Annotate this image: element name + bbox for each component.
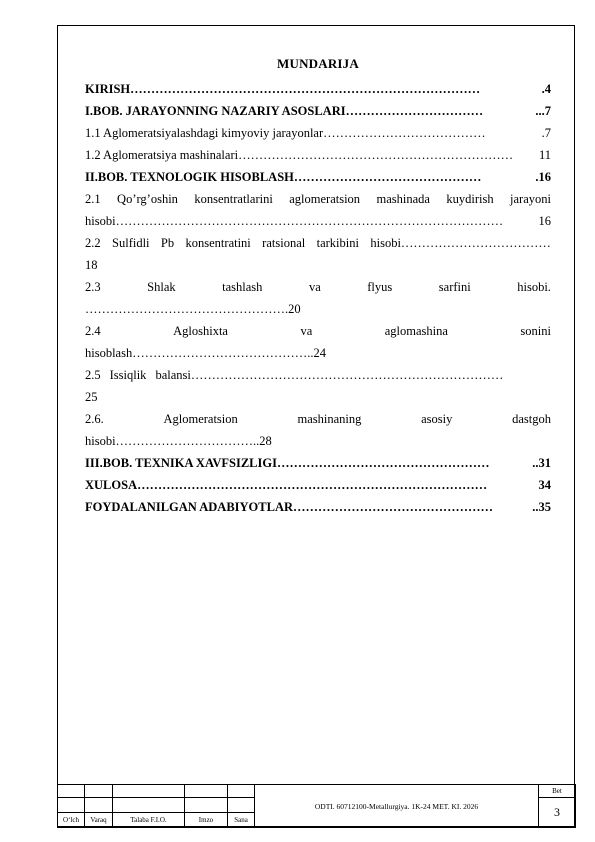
toc-word: aglomashina <box>384 324 448 338</box>
col-olch: O‘lch <box>58 813 85 828</box>
toc-entry-adabiyotlar <box>85 496 551 518</box>
col-sana: Sana <box>228 813 255 828</box>
toc-line <box>85 320 551 342</box>
toc-word: ratsional <box>262 236 306 250</box>
stamp-cell <box>85 785 113 798</box>
toc-word: hisobi <box>370 236 401 250</box>
toc-word: va <box>300 324 313 338</box>
toc-dots: ………………………………………………………………………… <box>137 478 488 492</box>
toc-label: KIRISH <box>85 82 131 96</box>
title-block-stamp <box>57 784 575 827</box>
toc-entry-1-2 <box>85 144 551 166</box>
toc-label: III.BOB. TEXNIKA XAVFSIZLIGI <box>85 456 277 470</box>
toc-word: asosiy <box>421 412 453 426</box>
toc-word: 2.3 <box>85 280 101 294</box>
stamp-cell <box>58 785 85 798</box>
toc-word: tarkibini <box>316 236 359 250</box>
toc-dots: ………………………………………………………… <box>238 148 514 162</box>
toc-word: konsentratini <box>185 236 251 250</box>
toc-entry-kirish <box>85 78 551 100</box>
toc-label: XULOSA <box>85 478 138 492</box>
toc-word: konsentratlarini <box>194 192 273 206</box>
col-varaq: Varaq <box>85 813 113 828</box>
toc-entry-bob1 <box>85 100 551 122</box>
stamp-cell <box>85 798 113 813</box>
toc-label: 1.2 Aglomeratsiya mashinalari <box>85 148 239 162</box>
toc-page: 34 <box>538 478 551 492</box>
toc-page: ...7 <box>535 104 551 118</box>
toc-word: 2.6. <box>85 412 104 426</box>
stamp-cell <box>113 798 185 813</box>
toc-dots: ………………………………………………………………… <box>190 368 504 382</box>
toc-page: .16 <box>535 170 551 184</box>
toc-line: hisobi……………………………..28 <box>85 434 272 448</box>
toc-word: sonini <box>520 324 551 338</box>
toc-page: 18 <box>85 258 98 272</box>
toc-dots: ……………………………………… <box>293 170 482 184</box>
toc-label: hisobi <box>85 214 116 228</box>
toc-word: va <box>308 280 321 294</box>
toc-dots: …………………………………………… <box>276 456 490 470</box>
toc-entry-2-2 <box>85 232 551 276</box>
toc-entry-2-4 <box>85 320 551 364</box>
toc-dots: …………………………… <box>345 104 484 118</box>
toc-line <box>85 210 551 232</box>
toc-entry-2-6 <box>85 408 551 452</box>
toc-label: I.BOB. JARAYONNING NAZARIY ASOSLARI <box>85 104 346 118</box>
toc-word: jarayoni <box>510 192 551 206</box>
toc-page: .4 <box>541 82 551 96</box>
toc-dots: ………………………………………………………………………… <box>130 82 481 96</box>
stamp-cell <box>185 798 228 813</box>
toc-word: sarfini <box>438 280 471 294</box>
stamp-cell <box>228 785 255 798</box>
toc-entry-bob3 <box>85 452 551 474</box>
toc-line <box>85 188 551 210</box>
toc-word: 2.4 <box>85 324 101 338</box>
toc-word: dastgoh <box>512 412 551 426</box>
page-title: MUNDARIJA <box>277 56 359 71</box>
toc-word: Agloshixta <box>173 324 228 338</box>
toc-word: balansi <box>155 368 191 382</box>
toc-word: 2.2 <box>85 236 101 250</box>
toc-dots: ……………………………… <box>400 236 551 250</box>
document-code: ODTI. 60712100-Metallurgiya. 1K-24 MET. KI. 2026 <box>255 785 539 828</box>
toc-word: tashlash <box>222 280 263 294</box>
toc-line <box>85 364 551 386</box>
toc-dots: ………………………………………… <box>293 500 494 514</box>
toc-entry-xulosa <box>85 474 551 496</box>
page-number: 3 <box>539 798 576 828</box>
toc-line: ………………………………………….20 <box>85 302 301 316</box>
toc-line <box>85 276 551 298</box>
stamp-cell <box>185 785 228 798</box>
stamp-cell <box>113 785 185 798</box>
toc-page: ..31 <box>532 456 551 470</box>
toc-word: 2.5 <box>85 368 101 382</box>
toc-page: .7 <box>541 126 551 140</box>
col-imzo: Imzo <box>185 813 228 828</box>
table-of-contents <box>85 56 551 518</box>
toc-entry-2-1 <box>85 188 551 232</box>
toc-line: hisoblash……………………………………..24 <box>85 346 326 360</box>
toc-word: Sulfidli <box>112 236 150 250</box>
toc-word: mashinada <box>376 192 430 206</box>
toc-word: mashinaning <box>297 412 362 426</box>
toc-line <box>85 232 551 254</box>
toc-word: aglomeratsion <box>289 192 361 206</box>
bet-label: Bet <box>539 785 576 798</box>
toc-page: 16 <box>538 214 551 228</box>
toc-word: Qo’rg’oshin <box>117 192 178 206</box>
toc-word: kuydirish <box>446 192 494 206</box>
stamp-cell <box>228 798 255 813</box>
toc-page: ..35 <box>532 500 551 514</box>
toc-page: 11 <box>538 148 551 162</box>
toc-entry-1-1 <box>85 122 551 144</box>
toc-word: Pb <box>160 236 175 250</box>
toc-page: 25 <box>85 390 98 404</box>
toc-word: hisobi. <box>517 280 551 294</box>
toc-entry-2-3 <box>85 276 551 320</box>
toc-label: FOYDALANILGAN ADABIYOTLAR <box>85 500 294 514</box>
toc-word: flyus <box>367 280 393 294</box>
toc-label: II.BOB. TEXNOLOGIK HISOBLASH <box>85 170 294 184</box>
toc-word: Aglomeratsion <box>163 412 238 426</box>
toc-word: Issiqlik <box>109 368 147 382</box>
toc-word: 2.1 <box>85 192 101 206</box>
toc-entry-2-5 <box>85 364 551 408</box>
toc-line <box>85 408 551 430</box>
col-talaba: Talaba F.I.O. <box>113 813 185 828</box>
toc-dots: ………………………………………………………………………………… <box>115 214 504 228</box>
stamp-cell <box>58 798 85 813</box>
toc-entry-bob2 <box>85 166 551 188</box>
toc-label: 1.1 Aglomeratsiyalashdagi kimyoviy jarayonlar <box>85 126 324 140</box>
toc-dots: ………………………………… <box>323 126 486 140</box>
toc-word: Shlak <box>147 280 176 294</box>
